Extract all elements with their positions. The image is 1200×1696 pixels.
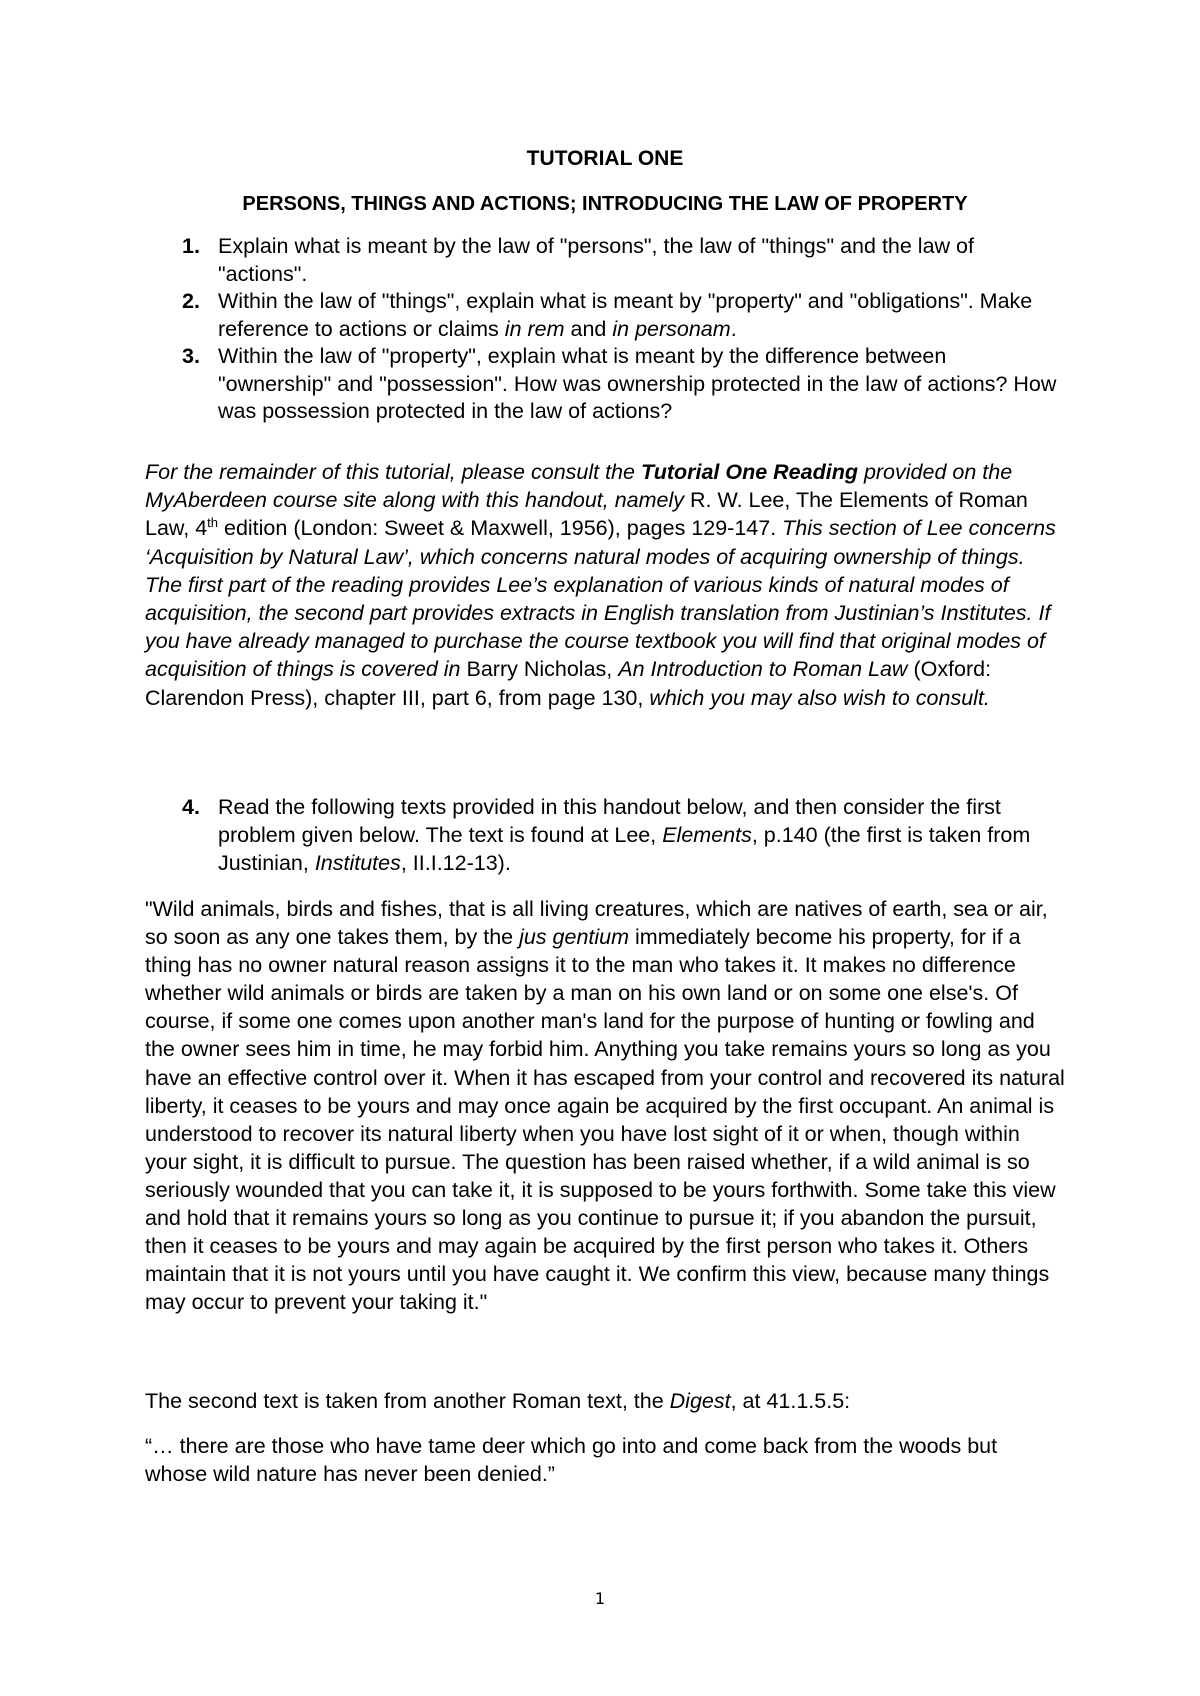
question-text: Within the law of "property", explain what is meant by the difference between "ownership" and "possession". How was ownership protected in the law of actions? How was possession protected in the law of actions? (218, 344, 1057, 423)
question-term: in rem (504, 316, 565, 341)
intro-citation: Barry Nicholas, (460, 657, 619, 682)
work-title: Digest (669, 1389, 731, 1413)
question-term: in personam (612, 316, 731, 341)
question-1 (145, 233, 1065, 288)
question-number: 2. (182, 289, 200, 313)
digest-quotation: “… there are those who have tame deer which go into and come back from the woods but whose wild nature has never been denied.” (145, 1434, 998, 1486)
reading-instructions (145, 458, 1065, 712)
intro-citation: (Oxford: Clarendon Press), chapter III, part 6, from page 130, (145, 657, 992, 710)
intro-text: This section of Lee concerns ‘Acquisition by Natural Law’, which concerns natural modes of acquiring ownership of things. The first part of the reading provides Lee’s explanation of various kinds of natural modes of acquisition, the second part provides extracts in English translation from Justinian’s Institutes. If you have already managed to purchase the course textbook you will find that original modes of acquisition of things is covered in (145, 516, 1056, 682)
justinian-quotation (145, 895, 1065, 1316)
question-text: . (730, 316, 737, 341)
question-text: Explain what is meant by the law of "persons", the law of "things" and the law of "actions". (218, 234, 974, 286)
page-number: 1 (594, 1589, 606, 1608)
question-text: and (564, 316, 613, 341)
question-number: 4. (182, 795, 200, 819)
page-subtitle: PERSONS, THINGS AND ACTIONS; INTRODUCING THE LAW OF PROPERTY (242, 193, 968, 215)
question-number: 3. (182, 344, 200, 368)
question-list-continued (145, 793, 1065, 877)
intro-text: which you may also wish to consult. (649, 685, 990, 710)
intro-text: For the remainder of this tutorial, please consult the (145, 460, 641, 484)
question-list (145, 233, 1065, 426)
digest-introduction (145, 1387, 1065, 1415)
intro-text: provided on the MyAberdeen course site along with this handout, namely (145, 460, 1013, 513)
page-title: TUTORIAL ONE (526, 147, 684, 170)
body-text: The second text is taken from another Roman text, the (145, 1389, 670, 1413)
work-title: Institutes (314, 851, 401, 875)
reading-title: Tutorial One Reading (640, 460, 858, 484)
book-title: An Introduction to Roman Law (618, 657, 908, 682)
work-title: Elements (662, 823, 752, 847)
edition-superscript: th (207, 515, 219, 531)
question-text: , II.I.12-13). (400, 851, 511, 875)
question-4 (145, 793, 1065, 877)
latin-term: jus gentium (519, 925, 630, 950)
intro-citation: R. W. Lee, The Elements of Roman Law, 4 (145, 488, 1028, 541)
question-2 (145, 288, 1065, 343)
quote-text: "Wild animals, birds and fishes, that is all living creatures, which are natives of earth, sea or air, so soon as any one takes them, by the (145, 897, 1048, 950)
question-text: Read the following texts provided in this handout below, and then consider the first problem given below. The text is found at Lee, (218, 795, 1001, 847)
question-3 (145, 343, 1065, 426)
intro-citation: edition (London: Sweet & Maxwell, 1956), pages 129-147. (218, 516, 783, 541)
body-text: , at 41.1.5.5: (730, 1389, 851, 1413)
question-number: 1. (182, 234, 200, 258)
question-text: Within the law of "things", explain what is meant by "property" and "obligations". Make reference to actions or claims (218, 289, 1033, 341)
quote-text: immediately become his property, for if a thing has no owner natural reason assigns it to the man who takes it. It makes no difference whether wild animals or birds are taken by a man on his own land or on some one else's. Of course, if some one comes upon another man's land for the purpose of hunting or fowling and the owner sees him in time, he may forbid him. Anything you take remains yours so long as you have an effective control over it. When it has escaped from your control and recovered its natural liberty, it ceases to be yours and may once again be acquired by the first occupant. An animal is understood to recover its natural liberty when you have lost sight of it or when, though within your sight, it is difficult to pursue. The question has been raised whether, if a wild animal is so seriously wounded that you can take it, it is supposed to be yours forthwith. Some take this view and hold that it remains yours so long as you continue to pursue it; if you abandon the pursuit, then it ceases to be yours and may again be acquired by the first person who takes it. Others maintain that it is not yours until you have caught it. We confirm this view, because many things may occur to prevent your taking it." (145, 925, 1065, 1315)
question-text: , p.140 (the first is taken from Justinian, (218, 823, 1031, 875)
